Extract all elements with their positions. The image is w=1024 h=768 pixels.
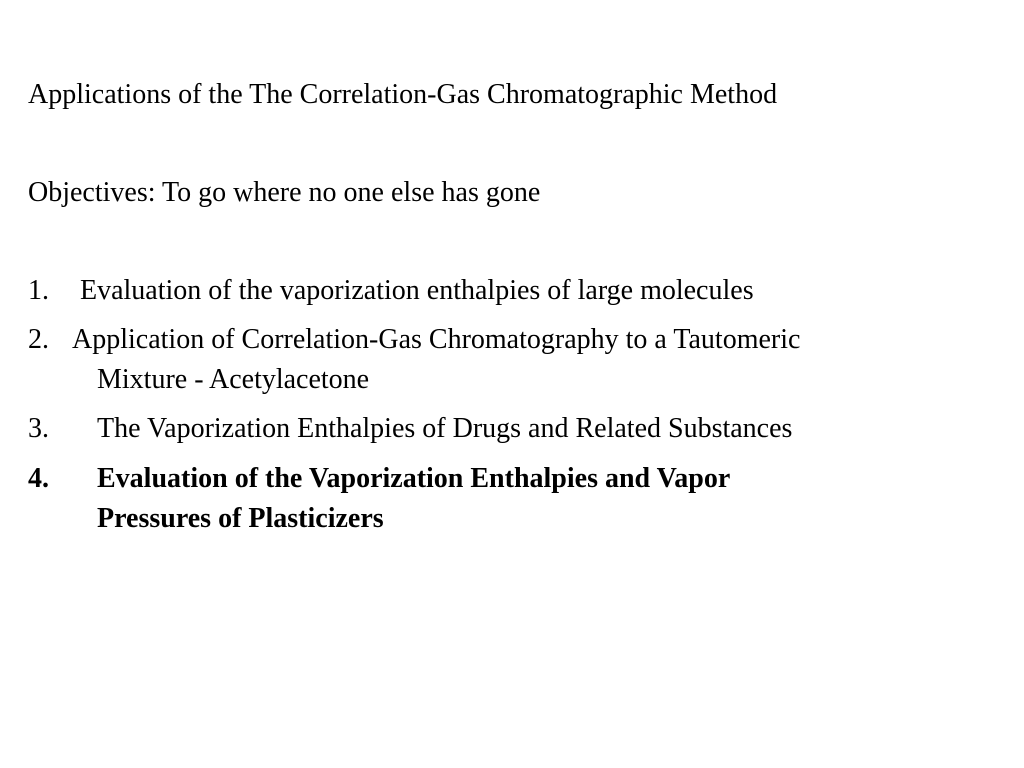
list-item-text: The Vaporization Enthalpies of Drugs and Related Substances	[97, 413, 793, 444]
list-item-text: Evaluation of the vaporization enthalpies of large molecules	[80, 275, 754, 306]
list-item-text-line-2: Mixture - Acetylacetone	[97, 364, 370, 395]
list-item-text-line-1: Application of Correlation-Gas Chromatography to a Tautomeric	[72, 324, 801, 355]
list-item-text-line-1: Evaluation of the Vaporization Enthalpies and Vapor	[97, 463, 731, 494]
list-item-highlighted	[28, 459, 988, 539]
list-item-text	[28, 459, 988, 539]
list-item-text-line-2: Pressures of Plasticizers	[97, 503, 384, 534]
list-item-number: 3.	[28, 413, 49, 444]
list-item	[28, 320, 988, 400]
list-item-number: 1.	[28, 275, 49, 306]
list-item	[28, 409, 988, 449]
list-item-number: 2.	[28, 324, 49, 355]
list-item-text	[28, 320, 988, 400]
list-item	[28, 271, 988, 311]
list-item-number: 4.	[28, 463, 49, 494]
objectives-text: Objectives: To go where no one else has gone	[28, 177, 541, 208]
slide-title: Applications of the The Correlation-Gas Chromatographic Method	[28, 79, 778, 110]
